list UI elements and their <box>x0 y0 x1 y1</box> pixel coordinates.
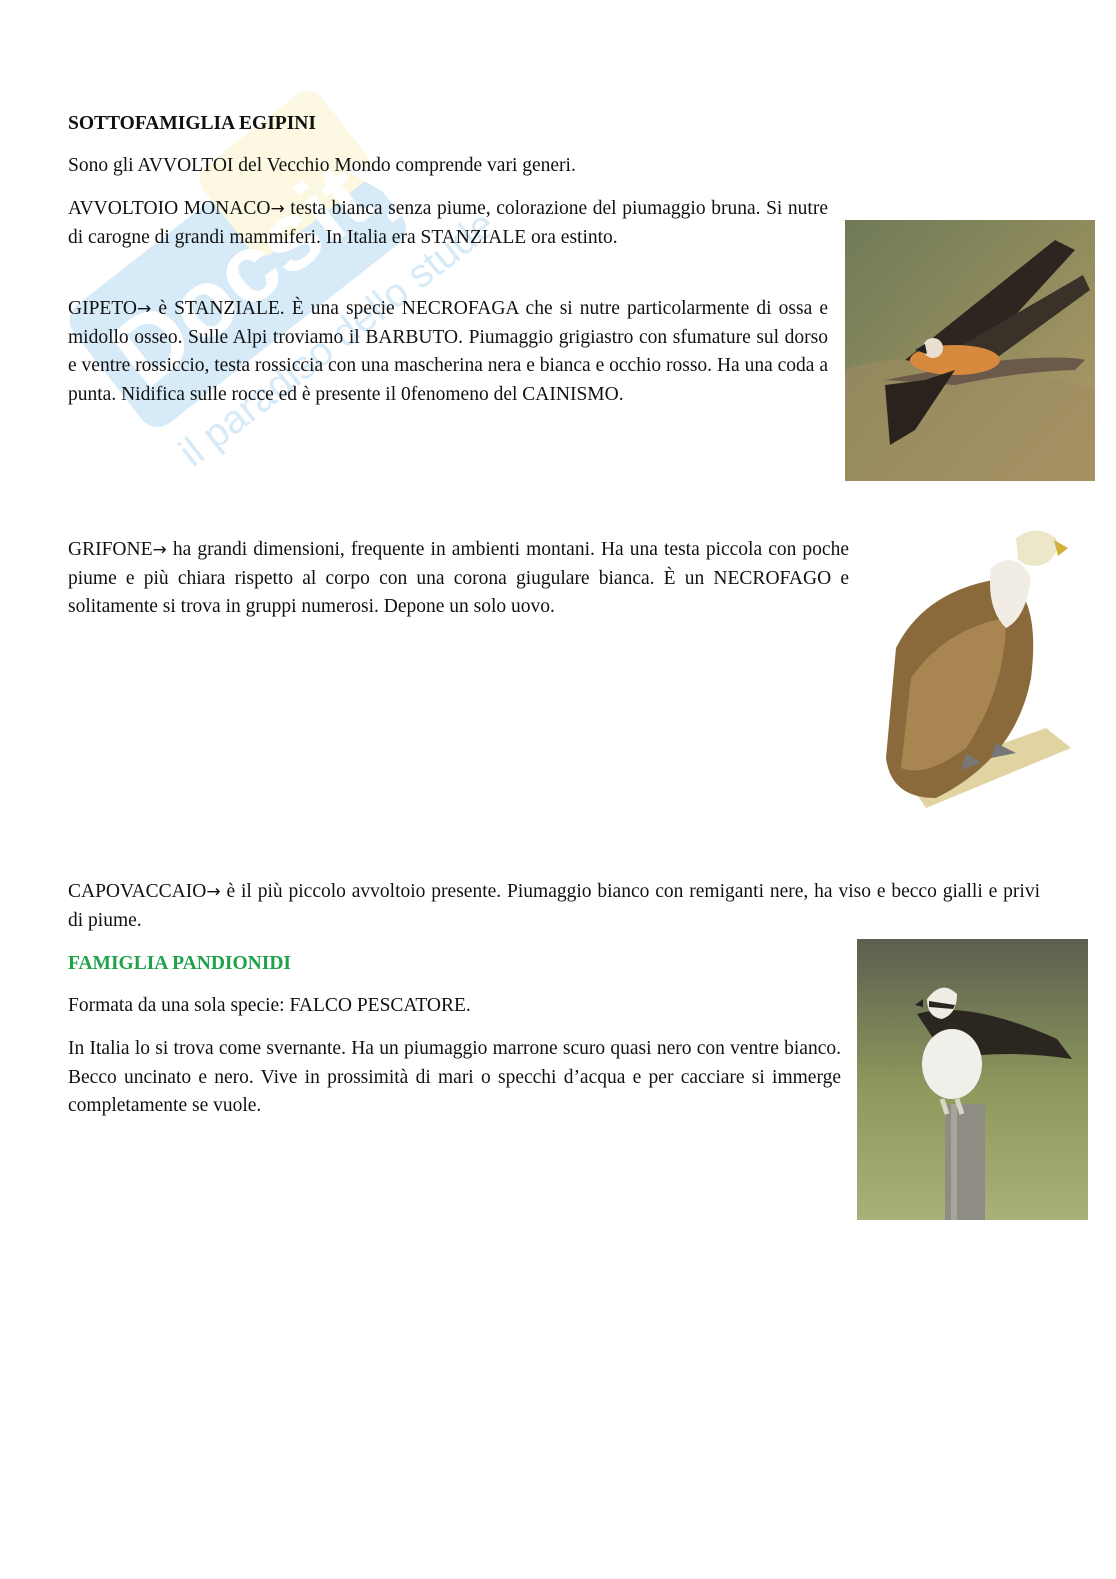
term-capovaccaio: CAPOVACCAIO <box>68 881 207 902</box>
term-avvoltoio-monaco: AVVOLTOIO MONACO <box>68 198 271 219</box>
term-gipeto: GIPETO <box>68 298 137 319</box>
arrow-icon: → <box>152 540 167 560</box>
heading-sottofamiglia-egipini: SOTTOFAMIGLIA EGIPINI <box>68 113 316 134</box>
arrow-icon: → <box>270 199 285 219</box>
paragraph-grifone <box>68 536 849 622</box>
paragraph-falco-pescatore: In Italia lo si trova come svernante. Ha un piumaggio marrone scuro quasi nero con ventre bianco. Becco uncinato e nero. Vive in prossimità di mari o specchi d’acqua e per cacciare si immerge completamente se vuole. <box>68 1038 841 1116</box>
illustration-grifone <box>866 508 1095 816</box>
paragraph-avvoltoio-monaco <box>68 195 828 252</box>
paragraph-capovaccaio <box>68 878 1040 935</box>
text-capovaccaio: è il più piccolo avvoltoio presente. Piumaggio bianco con remiganti nere, ha viso e becco gialli e privi di piume. <box>68 881 1040 931</box>
text-gipeto: è STANZIALE. È una specie NECROFAGA che si nutre particolarmente di ossa e midollo osseo. Sulle Alpi troviamo il BARBUTO. Piumaggio grigiastro con sfumature sul dorso e ventre rossiccio, testa rossiccia con una mascherina nera e bianca e occhio rosso. Ha una coda a punta. Nidifica sulle rocce ed è presente il 0fenomeno del CAINISMO. <box>68 298 828 405</box>
text-avvoltoio-monaco: testa bianca senza piume, colorazione del piumaggio bruna. Si nutre di carogne di grandi mammiferi. In Italia era STANZIALE ora estinto. <box>68 198 829 248</box>
text-grifone: ha grandi dimensioni, frequente in ambienti montani. Ha una testa piccola con poche piume e più chiara rispetto al corpo con una corona giugulare bianca. È un NECROFAGO e solitamente si trova in gruppi numerosi. Depone un solo uovo. <box>68 539 849 617</box>
intro-paragraph: Sono gli AVVOLTOI del Vecchio Mondo comprende vari generi. <box>68 155 576 176</box>
paragraph-gipeto <box>68 295 828 409</box>
watermark-tagline: il paradiso dello studente <box>171 168 490 476</box>
photo-falco-pescatore <box>857 939 1088 1220</box>
heading-famiglia-pandionidi: FAMIGLIA PANDIONIDI <box>68 953 291 974</box>
term-grifone: GRIFONE <box>68 539 153 560</box>
photo-gipeto <box>845 220 1095 481</box>
arrow-icon: → <box>136 299 152 319</box>
arrow-icon: → <box>206 882 221 902</box>
watermark-brand-text: Docsity.net <box>92 40 490 408</box>
paragraph-falco-intro: Formata da una sola specie: FALCO PESCATORE. <box>68 995 471 1016</box>
